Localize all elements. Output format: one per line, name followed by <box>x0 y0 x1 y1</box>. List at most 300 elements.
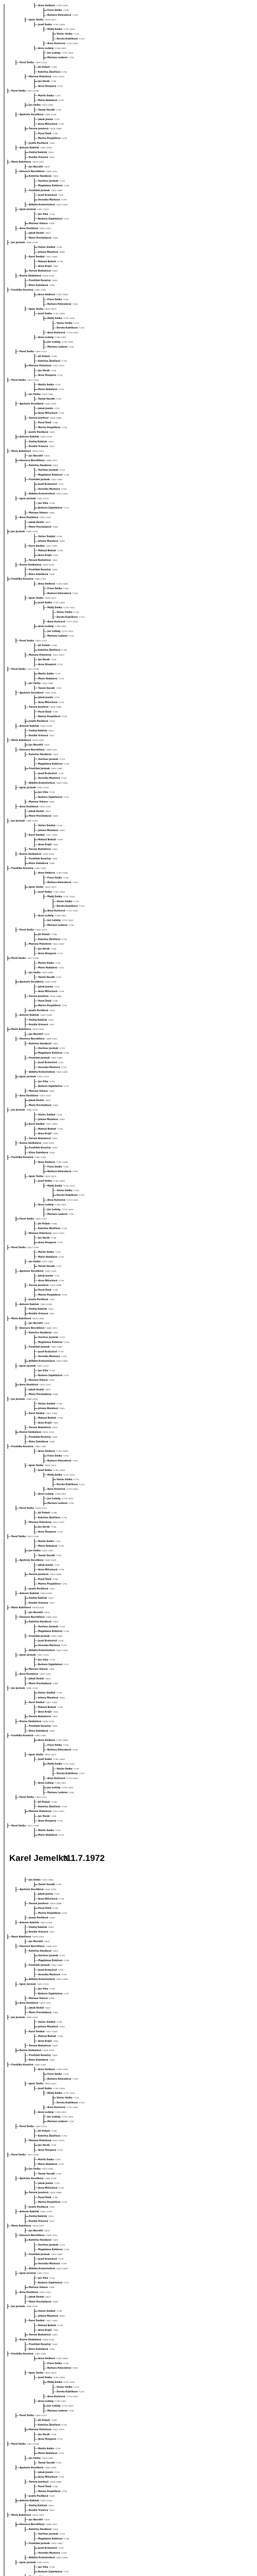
person-name: Mariana Lusková <box>47 1213 67 1215</box>
person-name: Jakub Janota <box>38 985 54 988</box>
person-dates: *1824 <box>45 232 51 234</box>
person-dates: *1815 †1881 <box>41 393 54 396</box>
person-name: Jan Vrba <box>38 2566 48 2568</box>
person-entry <box>38 2277 55 2279</box>
person-name: Marie Procházková <box>29 1393 52 1396</box>
person-name: Veronika Machová <box>38 198 60 201</box>
person-entry <box>47 2409 74 2412</box>
person-name: Anna Mlčochová <box>38 2187 58 2189</box>
person-entry <box>57 321 79 324</box>
person-name: Dorota Kubíčková <box>57 2101 78 2104</box>
person-dates: *1794 <box>49 1080 55 1083</box>
person-dates: *1824 <box>45 1388 51 1391</box>
person-name: Vavřinec Juránek <box>38 757 58 760</box>
person-entry <box>29 2528 59 2530</box>
person-dates: *1790 <box>61 649 67 652</box>
person-entry <box>20 1559 56 1562</box>
person-dates: *1828 <box>52 815 58 818</box>
person-dates: *1730 <box>78 327 84 329</box>
person-dates: *1880 †1955 <box>26 2306 38 2308</box>
person-entry <box>29 440 54 443</box>
person-dates: *1876 †1950 <box>32 1028 44 1031</box>
person-dates: *1882 †1961 <box>34 867 46 870</box>
person-dates: *1882 †1961 <box>34 1445 46 1448</box>
person-name: Pavel Šmíd <box>38 1578 52 1581</box>
person-name: Pavel Smika <box>11 1824 26 1827</box>
person-dates: *1724 <box>73 900 79 903</box>
person-entry <box>38 1530 63 1533</box>
person-name: Marie Hadašová <box>38 2452 58 2455</box>
person-entry <box>38 1080 55 1082</box>
person-name: Rozálie Vránová <box>29 1312 48 1315</box>
person-entry <box>29 2319 57 2322</box>
person-entry <box>38 715 67 718</box>
person-dates: *1801 <box>53 554 59 557</box>
person-dates: *1791 <box>57 1820 63 1822</box>
person-dates: *1848 †1921 <box>45 2523 58 2526</box>
person-entry <box>29 256 57 258</box>
person-entry <box>57 1194 84 1196</box>
person-entry <box>38 1355 67 1358</box>
person-dates: *1825 †1890 <box>56 1360 68 1363</box>
person-dates: *1791 <box>57 2438 63 2441</box>
person-dates: *1796 <box>63 184 70 187</box>
person-entry <box>11 1606 44 1609</box>
person-entry <box>29 416 62 419</box>
person-entry <box>20 516 51 519</box>
person-name: Barbara Holeceková <box>47 302 72 306</box>
person-entry <box>38 369 57 371</box>
person-name: Franz Smika <box>47 876 62 879</box>
person-entry <box>38 1279 64 1282</box>
person-name: Barbara Holeceková <box>47 1170 72 1173</box>
person-entry <box>11 2443 39 2445</box>
person-entry <box>29 995 62 997</box>
person-entry <box>38 1047 65 1049</box>
person-entry <box>38 1374 69 1377</box>
person-entry <box>29 597 56 599</box>
person-name: Pavel Smika <box>11 89 26 92</box>
person-name: Marie Hadašová <box>38 966 58 969</box>
person-dates: *1791 <box>54 118 60 121</box>
person-dates: *1853 †1927 <box>39 227 52 230</box>
person-entry <box>38 961 61 964</box>
person-name: Jan Navrátil <box>29 743 43 747</box>
person-dates: *1817 <box>49 734 55 737</box>
person-name: Marie Procházková <box>29 2011 52 2014</box>
person-entry <box>20 1364 49 1367</box>
person-name: Rozálie Vránová <box>29 2219 48 2223</box>
person-name: Martin Smika <box>38 1829 54 1832</box>
person-name: Apolonie Vaculíková <box>20 2177 44 2180</box>
person-dates: *1724 <box>73 322 79 325</box>
person-entry <box>29 1597 54 1599</box>
person-entry <box>38 383 61 386</box>
person-name: František Konečný <box>29 1724 51 1727</box>
person-dates: *1812 †1879 <box>52 1810 64 1813</box>
person-name: Anna Krejčí <box>38 554 52 557</box>
person-entry <box>20 1506 47 1509</box>
person-entry <box>47 317 75 319</box>
person-name: Karel Smékal <box>29 1701 45 1704</box>
person-name: Anna Stoupová <box>38 2148 56 2151</box>
person-name: Terezie Janotová <box>29 705 49 708</box>
person-name: Mariana Vrbová <box>29 2286 48 2289</box>
person-dates: *1842 †1908 <box>40 2500 52 2502</box>
person-name: Apolonie Vaculíková <box>20 980 44 984</box>
person-entry <box>20 1217 47 1220</box>
person-name: Antonín Kubíček <box>20 2499 39 2502</box>
person-name: Anna Krejčí <box>38 265 52 267</box>
person-name: Anna Dostálová <box>20 227 39 230</box>
person-dates: *1814 <box>48 1019 54 1021</box>
person-entry <box>57 900 79 903</box>
person-name: Marina Pospíšilová <box>38 1004 61 1007</box>
person-entry <box>29 2556 68 2559</box>
person-name: Matěj Smika <box>47 606 62 609</box>
person-entry <box>38 1658 55 1661</box>
person-dates: *1830 <box>52 279 58 282</box>
person-entry <box>11 1734 46 1737</box>
person-name: Marie Procházková <box>29 236 52 239</box>
person-dates: *1818 †1886 <box>49 1573 62 1576</box>
person-dates: *1799 <box>61 2552 67 2554</box>
person-dates: *1827 †1893 <box>45 1701 58 1704</box>
person-dates: *1853 †1927 <box>39 2291 52 2294</box>
person-dates: *1762 <box>72 2078 78 2080</box>
person-dates: *1761 <box>68 2121 74 2123</box>
person-name: Jan Smika <box>29 971 41 974</box>
person-dates: *1760 <box>63 2362 69 2365</box>
person-dates: *1759 †1823 <box>61 1787 74 1789</box>
person-name: Barbara Holeceková <box>47 1748 72 1751</box>
person-dates: *1851 †1919 <box>37 2272 49 2275</box>
person-dates: *1792 <box>61 1912 67 1914</box>
person-name: Kateřina Hanáková <box>29 2528 52 2531</box>
person-entry <box>20 1888 56 1890</box>
person-entry <box>28 743 50 746</box>
person-name: Pavel Smika <box>20 928 35 931</box>
person-name: Václav Smékal <box>38 2021 56 2023</box>
person-name: Jan Ludwig <box>47 1497 61 1500</box>
person-entry <box>38 601 65 604</box>
person-entry <box>29 1137 58 1140</box>
person-dates: *1853 †1927 <box>39 1673 52 1675</box>
person-entry <box>38 2490 67 2493</box>
person-name: Anna Ludwig <box>38 1782 54 1784</box>
person-name: Apolonie Vaculíková <box>20 2466 44 2469</box>
person-entry <box>29 1412 57 1414</box>
person-dates: *1795 <box>58 2258 64 2260</box>
person-dates: *1785 †1828 <box>56 583 68 585</box>
person-dates: *1840 †1915 <box>35 350 47 353</box>
person-name: Magdalena Kolářová <box>38 2248 63 2251</box>
person-name: Anna Smiková <box>38 2357 55 2360</box>
person-dates: *1796 <box>56 535 62 538</box>
person-entry <box>29 1393 58 1396</box>
person-name: Matěj Smika <box>47 2381 62 2384</box>
person-name: Anna Stoupová <box>38 374 56 377</box>
person-dates: *1876 †1950 <box>32 450 44 452</box>
person-entry <box>29 1123 57 1125</box>
person-dates: *1790 <box>61 2424 67 2426</box>
person-dates: *1760 <box>63 1455 69 1458</box>
person-name: Terezie Janotová <box>29 416 49 419</box>
person-dates: *1788 <box>51 2130 57 2132</box>
person-entry <box>29 493 68 495</box>
person-name: Pavel Smika <box>11 2153 26 2156</box>
person-dates: *1840 †1915 <box>35 2414 47 2417</box>
person-entry <box>20 2210 53 2213</box>
person-name: Antonín Kubíček <box>20 1592 39 1595</box>
person-entry <box>38 2310 62 2312</box>
person-entry <box>29 308 56 310</box>
person-name: František Konečný <box>29 2054 51 2057</box>
person-dates: *1760 <box>63 587 69 590</box>
person-dates: *1882 †1961 <box>34 289 46 291</box>
person-dates: *1790 <box>61 71 67 73</box>
person-name: Jan Juránek <box>11 819 25 822</box>
person-dates: *1812 †1879 <box>52 1521 64 1523</box>
person-dates: *1830 <box>52 1725 58 1727</box>
person-name: Jan Vrba <box>38 1369 48 1372</box>
person-dates: *1788 <box>51 1223 57 1225</box>
person-name: Marie Hadašová <box>38 388 58 391</box>
person-dates: *1848 †1921 <box>45 1616 58 1618</box>
person-entry <box>29 801 55 803</box>
person-name: Kateřina Zbořilová <box>38 2134 60 2137</box>
person-dates: *1818 †1886 <box>49 1903 62 1905</box>
person-entry <box>47 28 75 30</box>
person-name: Karel Smékal <box>29 1123 45 1126</box>
person-entry <box>57 327 84 329</box>
person-dates: *1809 †1873 <box>44 2082 57 2085</box>
person-name: Mariana Lusková <box>47 2409 67 2412</box>
person-dates: *1730 <box>78 2102 84 2104</box>
person-dates: *1793 <box>58 677 64 680</box>
person-dates: *1829 <box>52 848 58 851</box>
person-entry <box>38 2447 61 2450</box>
person-dates: *1797 <box>63 218 70 220</box>
person-dates: *1853 †1927 <box>39 1095 52 1097</box>
person-entry <box>28 1917 55 1919</box>
person-name: Anna Kučerová <box>47 42 65 45</box>
person-entry <box>29 558 58 561</box>
person-name: Klára Zedníková <box>29 862 48 865</box>
person-entry <box>47 2073 69 2075</box>
person-name: Václav Smika <box>57 1767 73 1770</box>
person-name: Kateřina Zbořilová <box>38 938 60 941</box>
person-entry <box>38 1402 62 1405</box>
person-name: Karel Smékal <box>29 1412 45 1415</box>
person-entry <box>38 1897 64 1900</box>
person-name: Ondřej Kubíček <box>29 1018 47 1021</box>
person-dates: *1796 <box>56 1403 62 1405</box>
person-dates: *1801 <box>53 2040 59 2042</box>
person-name: Pavel Šmíd <box>38 1289 52 1292</box>
person-entry <box>11 1687 38 1689</box>
person-name: Ignác Smika <box>29 886 44 889</box>
person-name: Pavel Smika <box>20 350 35 353</box>
person-dates: *1816 <box>44 2519 49 2521</box>
person-entry <box>28 1878 54 1881</box>
person-dates: *1789 <box>52 132 58 135</box>
person-entry <box>38 2068 68 2071</box>
person-name: Františka Konečná <box>11 2063 33 2066</box>
person-name: Marina Pospíšilová <box>38 1293 61 1296</box>
person-name: Ignác Juránek <box>20 1364 36 1367</box>
person-entry <box>38 483 63 485</box>
person-entry <box>20 350 47 353</box>
person-name: Jakub Dostál <box>29 1388 44 1391</box>
person-entry <box>38 1407 65 1410</box>
person-name: Anna Kučerová <box>47 2395 65 2398</box>
person-entry <box>47 1791 74 1793</box>
person-name: Jakub Janota <box>38 2181 54 2184</box>
person-entry <box>38 1710 58 1713</box>
person-entry <box>38 1132 58 1135</box>
person-dates: *1827 †1893 <box>45 545 58 547</box>
person-dates: *1822 †1887 <box>50 1964 63 1967</box>
person-entry <box>38 94 61 97</box>
person-entry <box>11 1398 38 1400</box>
person-entry <box>38 1204 66 1206</box>
person-dates: *1752 †1812 <box>63 606 75 609</box>
person-dates: *1794 <box>49 1658 55 1661</box>
person-entry <box>28 971 54 974</box>
person-entry <box>38 1739 68 1741</box>
person-name: Ignác Juránek <box>20 1075 36 1078</box>
person-dates: *1809 †1873 <box>44 1753 57 1756</box>
person-name: Josef Kratochvíl <box>38 1350 57 1353</box>
person-dates: *1755 †1820 <box>66 910 78 912</box>
person-name: Václav Smika <box>57 32 73 36</box>
person-name: Ondřej Kubíček <box>29 1308 47 1310</box>
person-name: Karel Smékal <box>29 544 45 547</box>
person-name: Anna Smiková <box>38 293 55 296</box>
person-dates: *1845 †1905 <box>44 113 57 116</box>
person-entry <box>20 208 49 211</box>
person-dates: *1797 <box>63 2571 70 2573</box>
person-entry <box>38 762 70 765</box>
person-dates: *1840 †1915 <box>35 929 47 931</box>
person-entry <box>29 886 56 888</box>
person-dates: *1781 †1849 <box>53 2087 65 2090</box>
person-name: Anna Smiková <box>38 1450 55 1452</box>
person-dates: *1832 <box>49 1440 55 1443</box>
person-name: František Juránek <box>29 1345 50 1348</box>
person-entry <box>47 1777 78 1780</box>
person-dates: *1790 <box>55 673 61 675</box>
person-entry <box>47 298 69 300</box>
person-dates: *1815 †1881 <box>41 1550 54 1552</box>
person-entry <box>20 2499 53 2502</box>
person-name: Matouš Bednář <box>38 260 56 263</box>
person-name: Franz Smika <box>47 2362 62 2365</box>
person-entry <box>38 1289 58 1291</box>
person-name: Vavřinec Juránek <box>38 1336 58 1339</box>
person-entry <box>47 919 73 922</box>
person-entry <box>38 2258 63 2260</box>
person-name: Ignác Juránek <box>20 2272 36 2275</box>
person-name: Eleonora Navrátilová <box>20 1944 45 1947</box>
person-name: Mariana Vrbová <box>29 511 48 514</box>
person-name: Jan Horák <box>38 1815 50 1818</box>
person-entry <box>20 786 49 789</box>
person-entry <box>38 791 55 793</box>
person-dates: *1826 <box>48 1379 55 1381</box>
person-entry <box>38 1564 60 1566</box>
person-dates: *1761 <box>68 924 74 926</box>
person-dates: *1799 <box>61 1645 67 1647</box>
person-entry <box>38 2452 64 2454</box>
person-name: Dorota Kubíčková <box>57 1772 78 1775</box>
person-entry <box>38 1644 67 1647</box>
person-dates: *1873 †1946 <box>27 957 39 960</box>
person-entry <box>47 606 75 608</box>
person-name: František Juránek <box>29 767 50 770</box>
person-entry <box>38 838 63 841</box>
person-name: Jan Horák <box>38 658 50 661</box>
person-entry <box>47 895 75 898</box>
person-dates: *1840 †1915 <box>35 61 47 64</box>
person-dates: *1791 <box>54 2471 60 2473</box>
person-entry <box>28 1099 51 1101</box>
person-dates: *1789 <box>52 2196 58 2199</box>
person-dates: *1818 †1886 <box>49 2481 62 2483</box>
person-entry <box>38 2148 63 2151</box>
person-entry <box>38 118 60 121</box>
person-entry <box>57 2385 79 2388</box>
person-dates: *1785 †1828 <box>56 2358 68 2360</box>
person-dates: *1824 <box>45 2007 51 2009</box>
person-dates: *1816 <box>44 2229 49 2232</box>
person-entry <box>20 1327 57 1329</box>
person-name: Anna Mlčochová <box>38 990 58 993</box>
person-dates: *1796 <box>63 1959 70 1962</box>
person-name: Alžběta Kratochvílová <box>29 492 55 495</box>
person-entry <box>11 90 39 92</box>
person-dates: *1793 <box>59 1625 65 1628</box>
person-dates: *1724 <box>73 1190 79 1192</box>
person-dates: *1793 <box>58 388 64 391</box>
person-entry <box>29 478 63 481</box>
person-entry <box>38 260 63 263</box>
person-dates: *1818 †1886 <box>49 417 62 419</box>
person-dates: *1781 †1849 <box>53 1469 65 1471</box>
person-name: Kateřina Hanáková <box>29 1331 52 1334</box>
person-dates: *1812 †1879 <box>52 2140 64 2142</box>
person-dates: *1820 <box>52 2528 58 2531</box>
person-entry <box>38 687 61 689</box>
person-name: Barbora Zapletalová <box>38 2281 63 2284</box>
person-entry <box>29 2348 55 2350</box>
person-dates: *1876 †1950 <box>32 1936 44 1938</box>
person-name: Anna Mlčochová <box>38 1568 58 1571</box>
person-name: Klára Zedníková <box>29 1151 48 1154</box>
person-dates: *1830 <box>52 2054 58 2057</box>
person-name: Kateřina Hanáková <box>29 464 52 467</box>
person-entry <box>38 1085 69 1088</box>
person-name: Jakub Janota <box>38 1563 54 1566</box>
person-name: Mariana Poláchová <box>29 1231 52 1234</box>
person-dates: *1786 †1851 <box>54 1782 66 1784</box>
person-entry <box>29 734 55 737</box>
person-dates: *1816 <box>44 165 49 168</box>
person-name: Klára Zedníková <box>29 2058 48 2061</box>
person-name: Franz Smika <box>47 1454 62 1458</box>
person-dates: *1798 <box>57 1417 63 1419</box>
